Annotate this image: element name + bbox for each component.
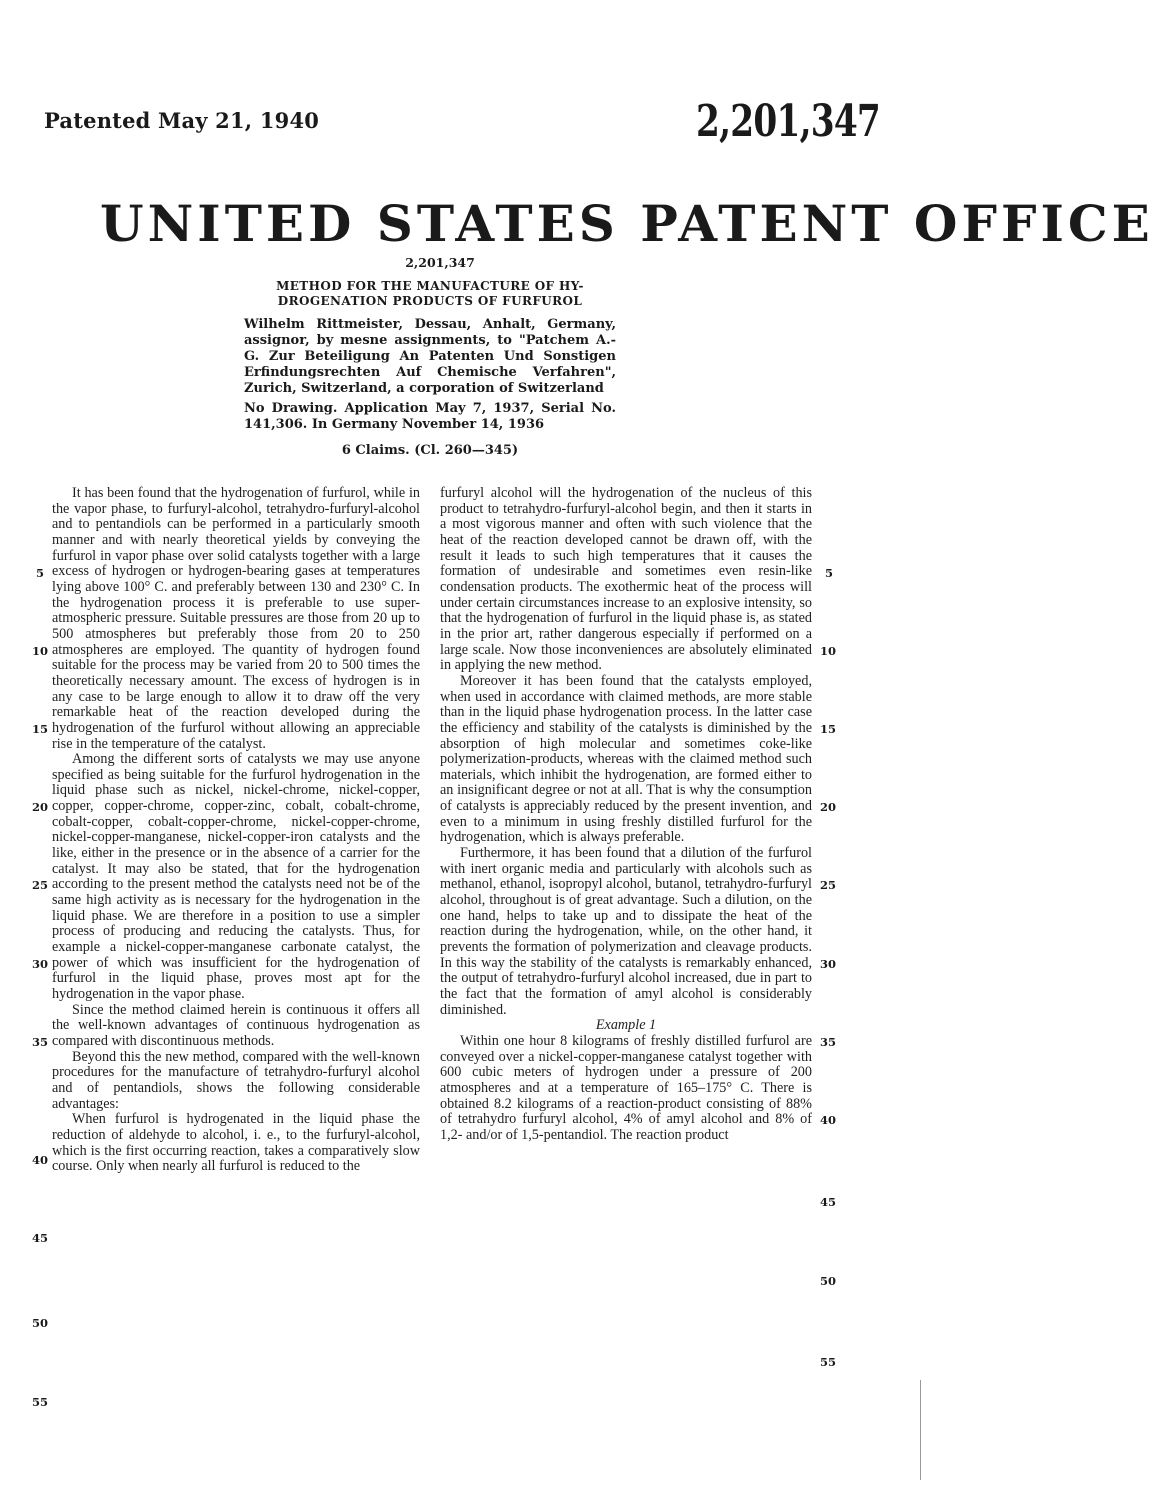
patent-header xyxy=(244,255,616,459)
line-number: 40 xyxy=(820,1113,837,1127)
line-number: 35 xyxy=(820,1035,837,1049)
inventor-assignment: Wilhelm Rittmeister, Dessau, Anhalt, Germany, assignor, by mesne assignments, to "Patchem A.-G. Zur Beteiligung An Patenten Und Sonstigen Erfindungsrechten Auf Chemische Verfahren", Zurich, Switzerland, a corporation of Switzerland xyxy=(244,317,616,396)
margin-rule xyxy=(920,1380,921,1480)
line-number: 30 xyxy=(820,957,837,971)
line-number: 35 xyxy=(32,1035,49,1049)
line-number: 50 xyxy=(32,1316,49,1330)
patent-number: 2,201,347 xyxy=(696,96,881,147)
example-heading: Example 1 xyxy=(595,1017,657,1034)
line-number: 5 xyxy=(36,566,45,580)
line-number: 30 xyxy=(32,957,49,971)
claims-classification: 6 Claims. (Cl. 260—345) xyxy=(341,443,519,458)
line-number: 50 xyxy=(820,1274,837,1288)
line-number: 45 xyxy=(820,1195,837,1209)
line-number: 25 xyxy=(820,878,837,892)
line-number: 20 xyxy=(820,800,837,814)
patented-date: Patented May 21, 1940 xyxy=(44,108,320,133)
office-title: UNITED STATES PATENT OFFICE xyxy=(100,194,1154,253)
paragraph: Since the method claimed herein is continuous it offers all the well-known advantages of continuous hydrogenation as compared with discontinuous methods. xyxy=(52,1001,420,1049)
line-number: 10 xyxy=(32,644,49,658)
line-number: 45 xyxy=(32,1231,49,1245)
paragraph: Furthermore, it has been found that a dilution of the furfurol with inert organic media and particularly with alcohols such as methanol, ethanol, isopropyl alcohol, butanol, tetrahydro-furfuryl alcohol, throughout is of great advantage. Such a dilution, on the one hand, helps to take up and to dissipate the heat of the reaction during the hydrogenation, while, on the other hand, it prevents the formation of polymerization and cleavage products. In this way the stability of the catalysts is remarkably enhanced, the output of tetrahydro-furfuryl alcohol increased, due in part to the fact that the formation of amyl alcohol is considerably diminished. xyxy=(440,845,812,1018)
line-number: 55 xyxy=(820,1355,837,1369)
line-number: 55 xyxy=(32,1395,49,1409)
line-number: 20 xyxy=(32,800,49,814)
paragraph: furfuryl alcohol will the hydrogenation of the nucleus of this product to tetrahydro-furfuryl-alcohol begin, and then it starts in a most vigorous manner and often with such violence that the heat of the reaction developed cannot be drawn off, with the result it leads to such high temperatures that it causes the formation of undesirable and sometimes even resin-like condensation products. The exothermic heat of the process will under certain circumstances increase to an explosive intensity, so that the hydrogenation of furfurol in the liquid phase is, as stated in the prior art, rather dangerous especially if performed on a large scale. Now those inconveniences are absolutely eliminated in applying the new method. xyxy=(440,485,812,674)
line-number: 40 xyxy=(32,1153,49,1167)
patent-title xyxy=(244,279,616,309)
paragraph: It has been found that the hydrogenation of furfurol, while in the vapor phase, to furfuryl-alcohol, tetrahydro-furfuryl-alcohol and to pentandiols can be performed in a particularly smooth manner and with nearly theoretical yields by conveying the furfurol in vapor phase over solid catalysts together with a large excess of hydrogen or hydrogen-bearing gases at temperatures lying above 100° C. and preferably between 130 and 230° C. In the hydrogenation process it is preferable to use super-atmospheric pressure. Suitable pressures are those from 20 up to 500 atmospheres but preferably those from 20 to 250 atmospheres are employed. The quantity of hydrogen found suitable for the process may be varied from 20 to 500 times the theoretically necessary amount. The excess of hydrogen is in any case to be large enough to allow it to draw off the very remarkable heat of the reaction developed during the hydrogenation of the furfurol without allowing an appreciable rise in the temperature of the catalyst. xyxy=(52,485,420,752)
paragraph: Among the different sorts of catalysts we may use anyone specified as being suitable for the furfurol hydrogenation in the liquid phase such as nickel, nickel-chrome, nickel-copper, copper, copper-chrome, copper-zinc, cobalt, cobalt-chrome, cobalt-copper, cobalt-copper-chrome, nickel-copper-chrome, nickel-copper-manganese, nickel-copper-iron catalysts and the like, either in the presence or in the absence of a carrier for the catalyst. It may also be stated, that for the hydrogenation according to the present method the catalysts need not be of the same high activity as is necessary for the hydrogenation in the liquid phase. We are therefore in a position to use a simpler process of producing and reducing the catalysts. Thus, for example a nickel-copper-manganese carbonate catalyst, the power of which was insufficient for the hydrogenation of furfurol in the liquid phase, proves most apt for the hydrogenation in the vapor phase. xyxy=(52,751,420,1002)
paragraph: When furfurol is hydrogenated in the liquid phase the reduction of aldehyde to alcohol, i. e., to the furfuryl-alcohol, which is the first occurring reaction, takes a comparatively slow course. Only when nearly all furfurol is reduced to the xyxy=(52,1111,420,1175)
title-line-2: DROGENATION PRODUCTS OF FURFUROL xyxy=(277,294,583,308)
paragraph: Moreover it has been found that the catalysts employed, when used in accordance with claimed methods, are more stable than in the liquid phase hydrogenation process. In the latter case the efficiency and stability of the catalysts is diminished by the absorption of high molecular and sometimes coke-like polymerization-products, whereas with the claimed method such materials, which inhibit the hydrogenation, are formed either to an insignificant degree or not at all. That is why the consumption of catalysts is appreciably reduced by the present invention, and even to a minimum in using freshly distilled furfurol for the hydrogenation, which is always preferable. xyxy=(440,672,812,846)
line-number: 10 xyxy=(820,644,837,658)
line-number: 15 xyxy=(32,722,49,736)
application-info: No Drawing. Application May 7, 1937, Serial No. 141,306. In Germany November 14, 1936 xyxy=(244,401,616,432)
line-number: 5 xyxy=(825,566,834,580)
title-line-1: METHOD FOR THE MANUFACTURE OF HY- xyxy=(276,279,584,293)
header-number: 2,201,347 xyxy=(405,255,475,270)
paragraph: Beyond this the new method, compared with the well-known procedures for the manufacture of tetrahydro-furfuryl alcohol and of pentandiols, shows the following considerable advantages: xyxy=(52,1048,420,1112)
left-column xyxy=(52,486,420,1175)
right-column xyxy=(440,486,812,1144)
line-number: 15 xyxy=(820,722,837,736)
example-text: Within one hour 8 kilograms of freshly distilled furfurol are conveyed over a nickel-copper-manganese catalyst together with 600 cubic meters of hydrogen under a pressure of 200 atmospheres and at a temperature of 165–175° C. There is obtained 8.2 kilograms of a reaction-product consisting of 88% of tetrahydro furfuryl alcohol, 4% of amyl alcohol and 8% of 1,2- and/or of 1,5-pentandiol. The reaction product xyxy=(440,1032,812,1143)
line-number: 25 xyxy=(32,878,49,892)
